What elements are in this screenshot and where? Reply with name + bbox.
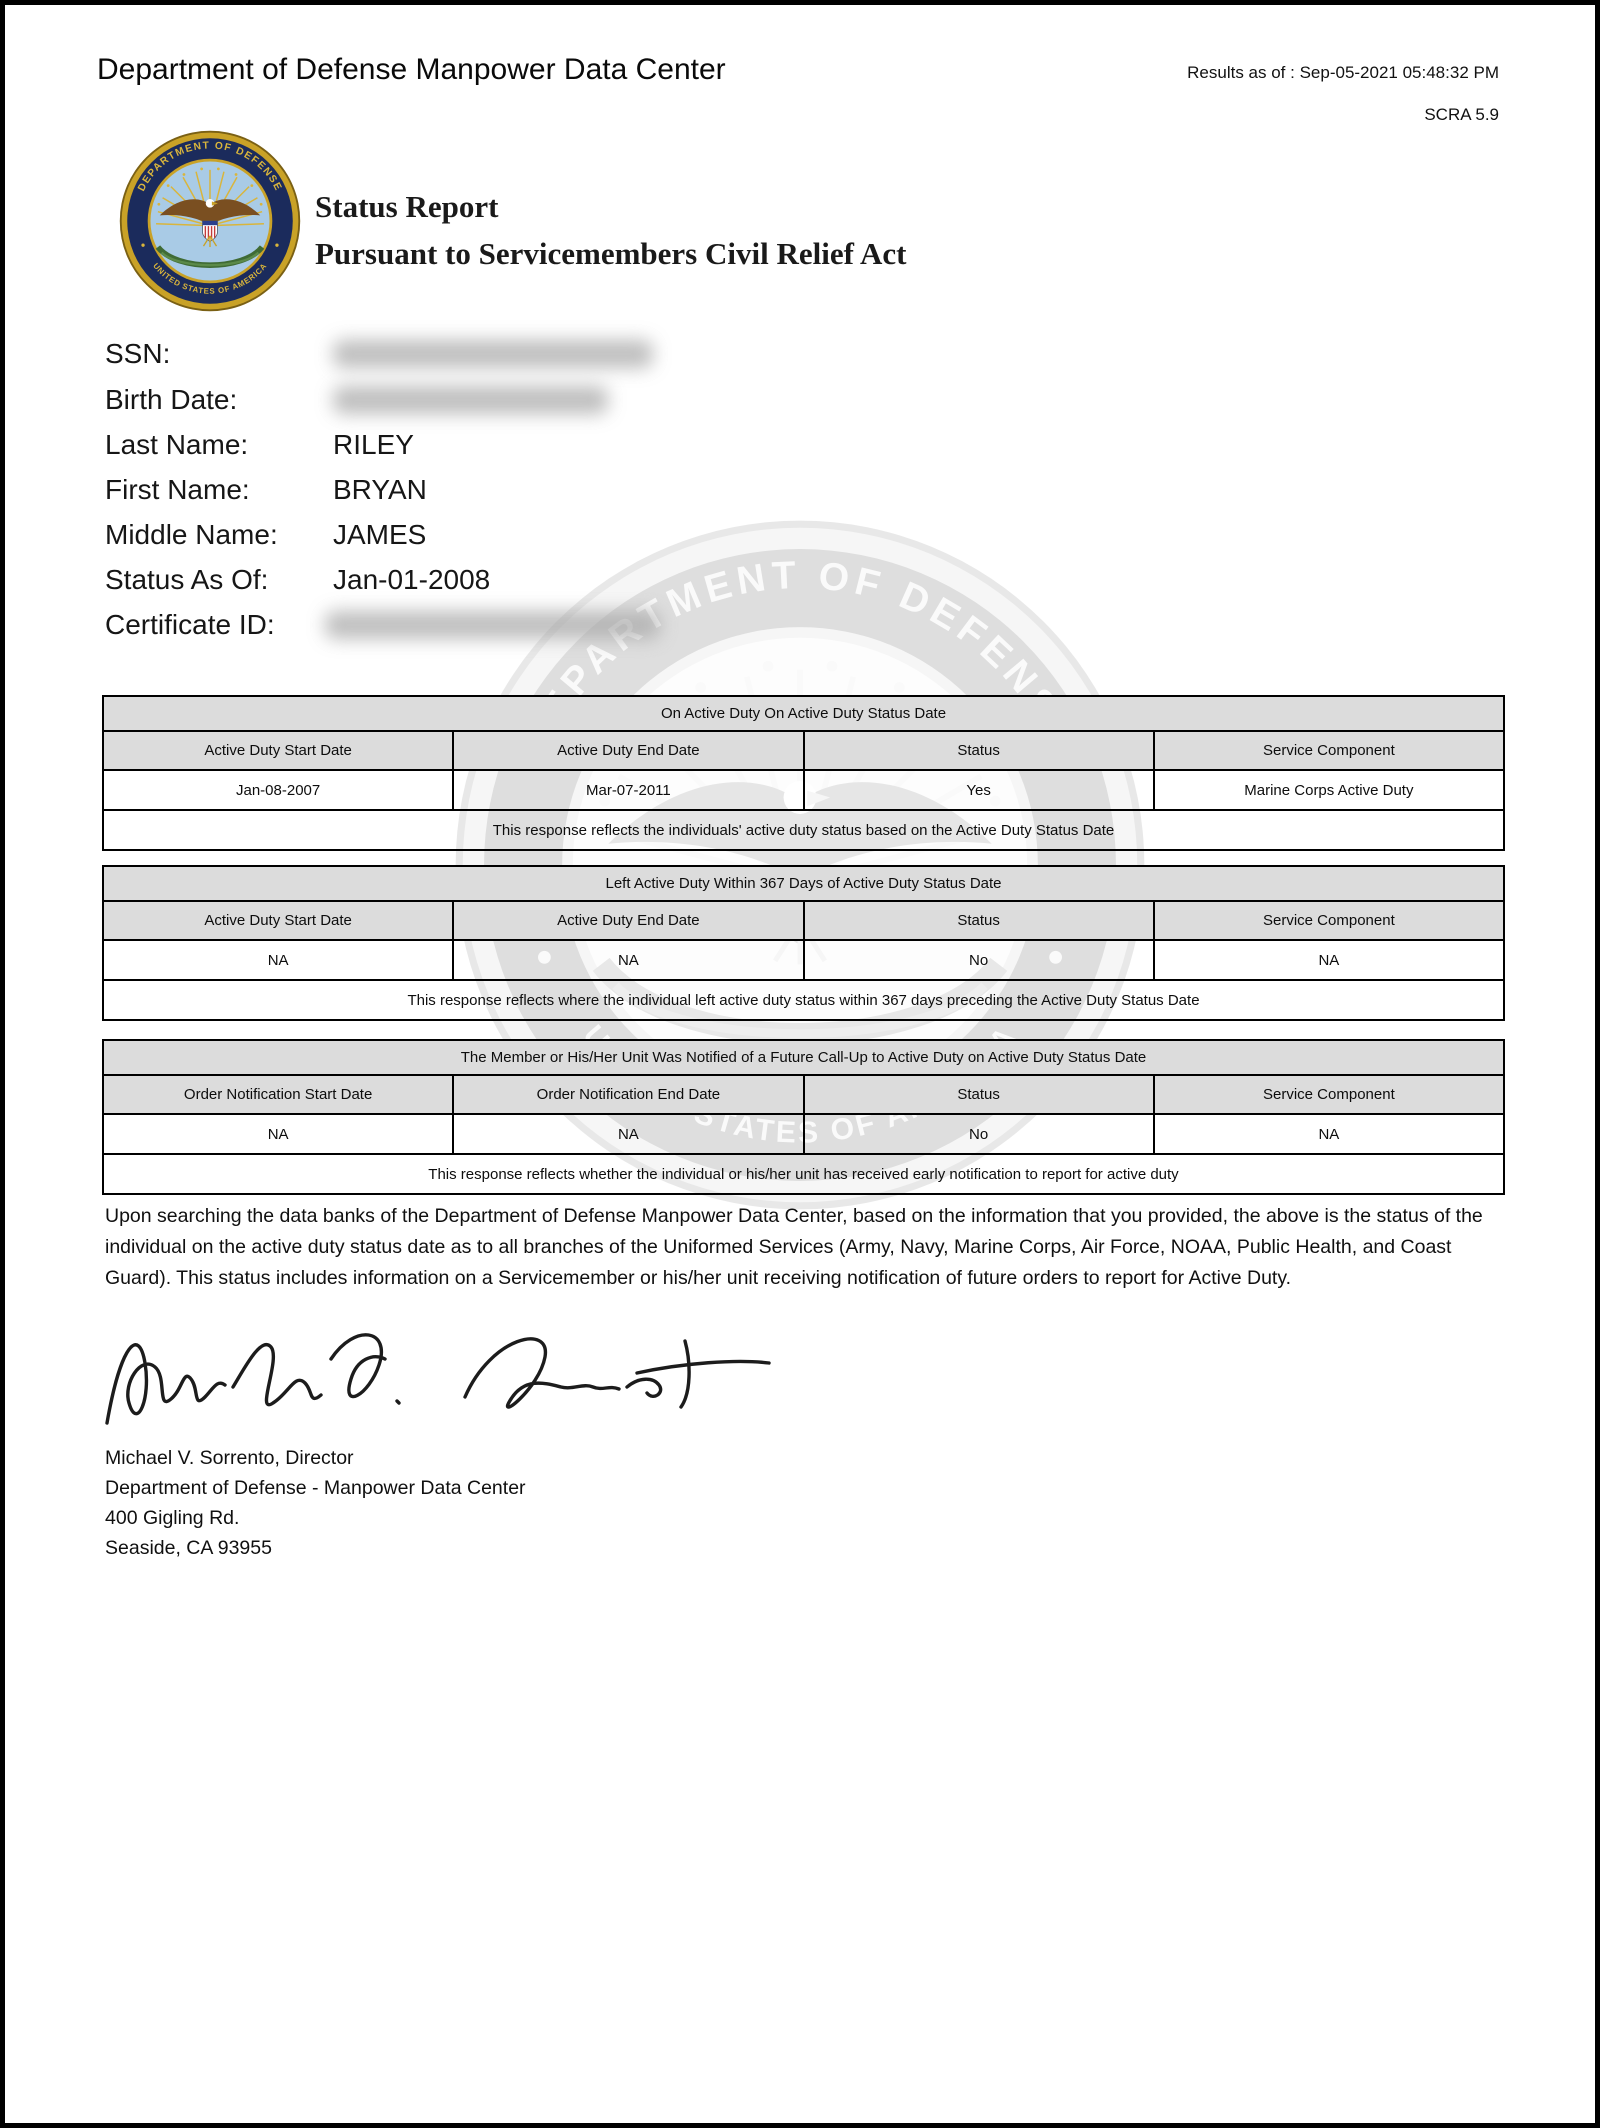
certification-paragraph: Upon searching the data banks of the Department of Defense Manpower Data Center, based on the information that you provided, the above is the status of the individual on the active duty status date as to all branches of the Uniformed Services (Army, Navy, Marine Corps, Air Force, NOAA, Public Health, and Coast Guard). This status includes information on a Servicemember or his/her unit receiving notification of future orders to report for Active Duty.	[105, 1205, 1483, 1289]
column-header: Service Component	[1154, 1075, 1504, 1114]
field-value-last-name: RILEY	[333, 429, 414, 460]
director-signature	[93, 1301, 793, 1441]
field-row-middle-name	[105, 519, 905, 559]
future-callup-table	[102, 1039, 1505, 1195]
field-row-first-name	[105, 474, 905, 514]
field-label-ssn: SSN:	[105, 338, 171, 369]
table-title: The Member or His/Her Unit Was Notified of a Future Call-Up to Active Duty on Active Duty Status Date	[103, 1040, 1504, 1075]
cell-end-date: NA	[453, 1114, 803, 1154]
cell-start-date: Jan-08-2007	[103, 770, 453, 810]
column-header: Active Duty Start Date	[103, 901, 453, 940]
director-org: Department of Defense - Manpower Data Center	[105, 1477, 526, 1499]
table-footnote: This response reflects the individuals' active duty status based on the Active Duty Status Date	[103, 810, 1504, 850]
field-value-first-name: BRYAN	[333, 474, 427, 505]
director-name: Michael V. Sorrento, Director	[105, 1447, 354, 1469]
scra-version-label: SCRA 5.9	[1424, 105, 1499, 124]
field-row-last-name	[105, 429, 905, 469]
table-footnote: This response reflects whether the individual or his/her unit has received early notification to report for active duty	[103, 1154, 1504, 1194]
page-title: Department of Defense Manpower Data Center	[97, 53, 726, 86]
field-row-status-as-of	[105, 564, 905, 604]
table-row	[103, 1114, 1504, 1154]
column-header: Service Component	[1154, 731, 1504, 770]
field-label-last-name: Last Name:	[105, 429, 249, 460]
signature-block	[105, 1443, 526, 1563]
cell-service-component: NA	[1154, 940, 1504, 980]
address-line1: 400 Gigling Rd.	[105, 1507, 240, 1529]
table-title: Left Active Duty Within 367 Days of Active Duty Status Date	[103, 866, 1504, 901]
cell-status: No	[804, 1114, 1154, 1154]
field-label-certificate-id: Certificate ID:	[105, 609, 275, 640]
redacted-birth-date-value	[333, 386, 608, 414]
column-header: Active Duty Start Date	[103, 731, 453, 770]
results-timestamp: Results as of : Sep-05-2021 05:48:32 PM	[1187, 63, 1499, 82]
column-header: Order Notification End Date	[453, 1075, 803, 1114]
field-value-status-as-of: Jan-01-2008	[333, 564, 491, 595]
cell-service-component: Marine Corps Active Duty	[1154, 770, 1504, 810]
cell-start-date: NA	[103, 940, 453, 980]
cell-service-component: NA	[1154, 1114, 1504, 1154]
field-label-birth-date: Birth Date:	[105, 384, 238, 415]
cell-end-date: NA	[453, 940, 803, 980]
report-title	[315, 183, 906, 277]
table-row	[103, 940, 1504, 980]
active-duty-table	[102, 695, 1505, 851]
field-label-middle-name: Middle Name:	[105, 519, 278, 550]
column-header: Service Component	[1154, 901, 1504, 940]
field-label-first-name: First Name:	[105, 474, 250, 505]
left-active-duty-table	[102, 865, 1505, 1021]
column-header: Active Duty End Date	[453, 731, 803, 770]
redacted-ssn-value	[333, 340, 653, 368]
table-title: On Active Duty On Active Duty Status Date	[103, 696, 1504, 731]
field-row-certificate-id	[105, 609, 905, 649]
table-footnote: This response reflects where the individual left active duty status within 367 days preceding the Active Duty Status Date	[103, 980, 1504, 1020]
table-row	[103, 770, 1504, 810]
report-title-line2: Pursuant to Servicemembers Civil Relief Act	[315, 236, 907, 271]
field-label-status-as-of: Status As Of:	[105, 564, 269, 595]
field-value-middle-name: JAMES	[333, 519, 427, 550]
redacted-certificate-id-value	[325, 611, 660, 639]
address-line2: Seaside, CA 93955	[105, 1537, 272, 1559]
cell-start-date: NA	[103, 1114, 453, 1154]
field-row-ssn	[105, 338, 905, 378]
column-header: Order Notification Start Date	[103, 1075, 453, 1114]
cell-end-date: Mar-07-2011	[453, 770, 803, 810]
dod-seal-logo	[117, 125, 303, 317]
column-header: Status	[804, 1075, 1154, 1114]
field-row-birth-date	[105, 384, 905, 424]
column-header: Status	[804, 731, 1154, 770]
report-title-line1: Status Report	[315, 189, 499, 224]
cell-status: Yes	[804, 770, 1154, 810]
column-header: Active Duty End Date	[453, 901, 803, 940]
cell-status: No	[804, 940, 1154, 980]
column-header: Status	[804, 901, 1154, 940]
